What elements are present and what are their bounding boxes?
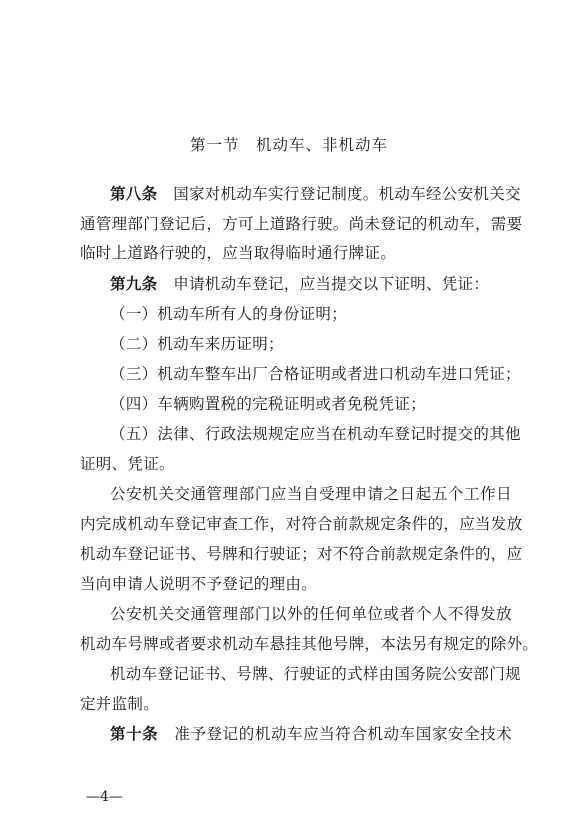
text-line: 机动车登记证书、号牌、行驶证的式样由国务院公安部门规 <box>110 665 521 683</box>
text-line: 通管理部门登记后，方可上道路行驶。尚未登记的机动车，需要 <box>80 215 523 233</box>
line-text: 申请机动车登记，应当提交以下证明、凭证： <box>157 275 490 293</box>
text-line <box>110 182 521 204</box>
line-text: 准予登记的机动车应当符合机动车国家安全技术 <box>158 725 512 743</box>
text-line: 机动车登记证书、号牌和行驶证；对不符合前款规定条件的，应 <box>80 545 523 563</box>
article-label: 第十条 <box>110 724 159 743</box>
list-item: （一）机动车所有人的身份证明； <box>110 305 348 323</box>
section-title: 第一节 机动车、非机动车 <box>189 136 388 154</box>
text-line: 证明、凭证。 <box>80 455 175 473</box>
text-line: 定并监制。 <box>80 695 160 713</box>
text-line: 临时上道路行驶的，应当取得临时通行牌证。 <box>80 244 397 262</box>
text-line: 公安机关交通管理部门以外的任何单位或者个人不得发放 <box>110 605 512 623</box>
list-item: （五）法律、行政法规规定应当在机动车登记时提交的其他 <box>110 425 521 443</box>
list-item: （二）机动车来历证明； <box>110 335 284 353</box>
article-label: 第八条 <box>110 184 158 203</box>
list-item: （四）车辆购置税的完税证明或者免税凭证； <box>110 395 427 413</box>
text-line: 当向申请人说明不予登记的理由。 <box>80 575 318 593</box>
line-text: 国家对机动车实行登记制度。机动车经公安机关交 <box>157 185 521 203</box>
list-item: （三）机动车整车出厂合格证明或者进口机动车进口凭证； <box>110 365 521 383</box>
text-line <box>110 722 512 744</box>
text-line: 内完成机动车登记审查工作，对符合前款规定条件的，应当发放 <box>80 515 523 533</box>
text-line: 机动车号牌或者要求机动车悬挂其他号牌，本法另有规定的除外。 <box>80 635 539 653</box>
article-label: 第九条 <box>110 274 158 293</box>
text-line <box>110 272 512 294</box>
text-line: 公安机关交通管理部门应当自受理申请之日起五个工作日 <box>110 485 512 503</box>
page-number: —4— <box>86 789 123 805</box>
